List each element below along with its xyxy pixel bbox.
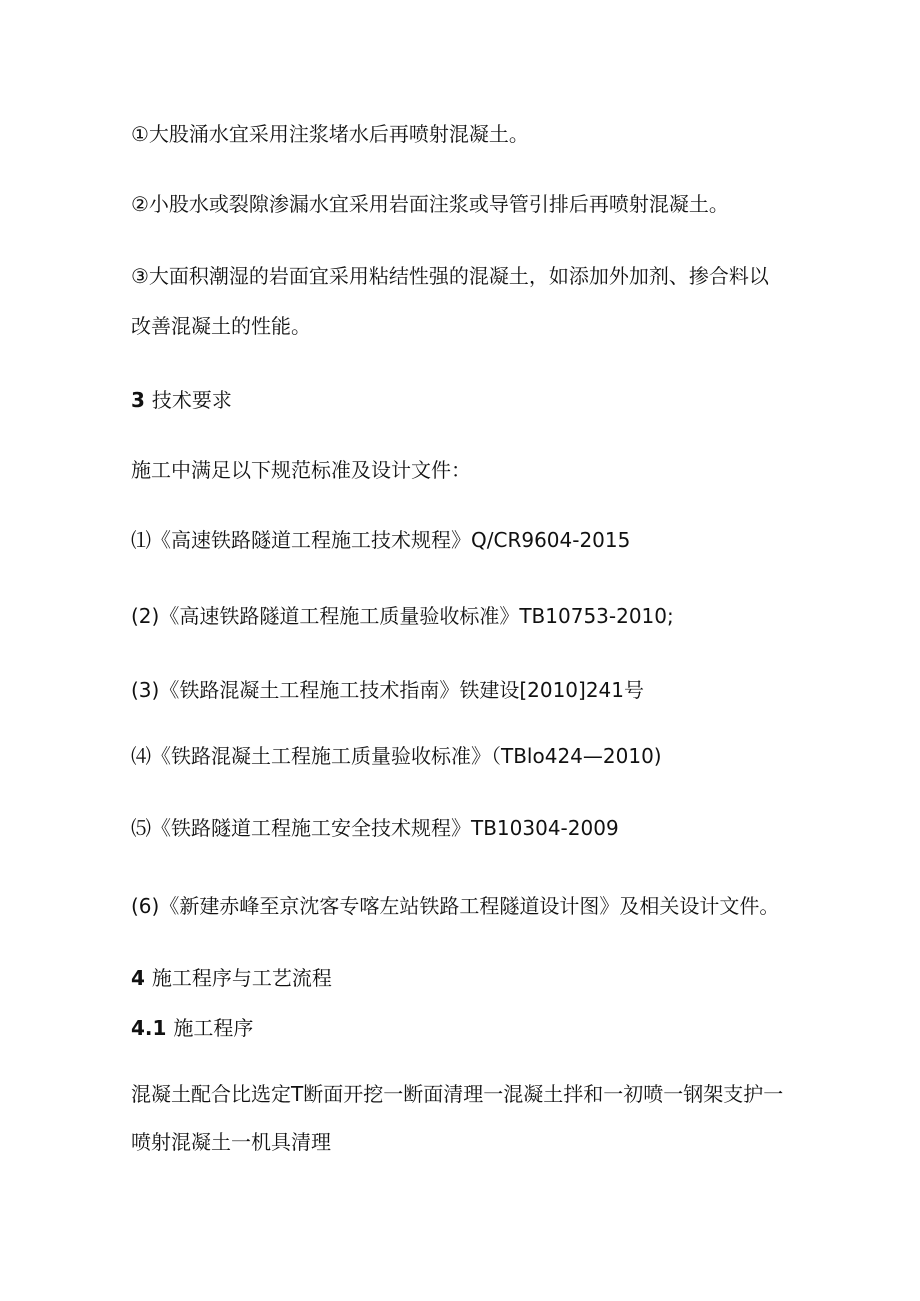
standard-item-3: (3)《铁路混凝土工程施工技术指南》铁建设[2010]241号 [131, 678, 645, 702]
standard-item-4: ⑷《铁路混凝土工程施工质量验收标准》（TBlo424—2010) [131, 744, 662, 768]
paragraph-small-water-seepage: ②小股水或裂隙渗漏水宜采用岩面注浆或导管引排后再喷射混凝土。 [131, 192, 729, 216]
procedure-flow-line2: 喷射混凝土一机具清理 [131, 1130, 331, 1154]
standard-item-2: (2)《高速铁路隧道工程施工质量验收标准》TB10753-2010; [131, 604, 674, 628]
section-3-title: 技术要求 [151, 388, 232, 412]
standard-item-5: ⑸《铁路隧道工程施工安全技术规程》TB10304-2009 [131, 816, 619, 840]
section-3-number: 3 [131, 388, 145, 412]
paragraph-large-water-inflow: ①大股涌水宜采用注浆堵水后再喷射混凝土。 [131, 122, 529, 146]
section-4-1-title: 施工程序 [173, 1016, 254, 1040]
procedure-flow-line1: 混凝土配合比选定T断面开挖一断面清理一混凝土拌和一初喷一钢架支护一 [131, 1082, 784, 1106]
paragraph-wet-rock-surface-line2: 改善混凝土的性能。 [131, 314, 311, 338]
section-4-1-heading [131, 1016, 253, 1040]
section-3-heading [131, 388, 232, 412]
section-4-title: 施工程序与工艺流程 [151, 966, 332, 990]
section-3-intro: 施工中满足以下规范标准及设计文件： [131, 458, 471, 482]
section-4-heading [131, 966, 332, 990]
section-4-1-number: 4.1 [131, 1016, 167, 1040]
standard-item-6: (6)《新建赤峰至京沈客专喀左站铁路工程隧道设计图》及相关设计文件。 [131, 894, 780, 918]
section-4-number: 4 [131, 966, 145, 990]
paragraph-wet-rock-surface-line1: ③大面积潮湿的岩面宜采用粘结性强的混凝土，如添加外加剂、掺合料以 [131, 264, 769, 288]
standard-item-1: ⑴《高速铁路隧道工程施工技术规程》Q/CR9604-2015 [131, 528, 631, 552]
